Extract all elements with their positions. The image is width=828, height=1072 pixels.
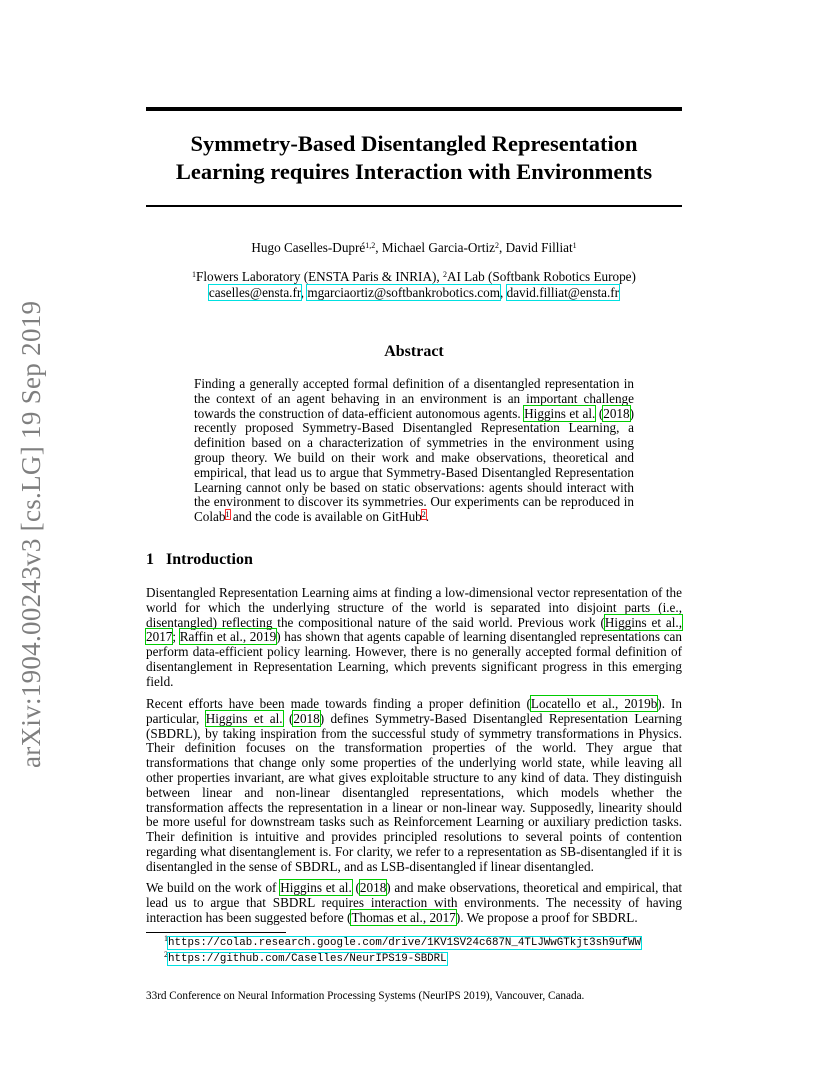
title-line-1: Symmetry-Based Disentangled Representation (190, 131, 638, 156)
author-2-affil: 2 (495, 241, 499, 250)
citation-year-link[interactable]: 2018 (603, 405, 630, 421)
intro-paragraph-2: Recent efforts have been made towards finding a proper definition (Locatello et al., 2019b). In particular, Higgins et al. (2018) defines Symmetry-Based Disentangled Representation Learning (SBDRL), by taking inspiration from the successful study of symmetry transformations in Physics. Their definition focuses on the transformation properties of the world. They argue that transformations that change only some properties of the underlying world state, while leaving all other properties invariant, are what gives exploitable structure to any kind of data. They distinguish between linear and non-linear disentangled representations, which models whether the transformation affects the representation in a linear or non-linear way. Supposedly, linearity should be more useful for downstream tasks such as Reinforcement Learning or auxiliary prediction tasks. Their definition is intuitive and provides principled resolutions to several points of contention regarding what disentanglement is. For clarity, we refer to a representation as SB-disentangled if it is disentangled in the sense of SBDRL, and as LSB-disentangled if linear disentangled. (146, 696, 682, 874)
citation-year-link[interactable]: 2018 (293, 710, 320, 726)
author-1: Hugo Caselles-Dupré (251, 240, 366, 255)
section-title: Introduction (166, 551, 253, 568)
email-link-1[interactable]: caselles@ensta.fr (208, 285, 301, 300)
footnote-1-mark: 1 (164, 934, 168, 943)
citation-link[interactable]: Higgins et al., 2017 (146, 614, 682, 645)
section-heading (146, 551, 253, 569)
title-bottom-rule (146, 205, 682, 207)
affil-1: Flowers Laboratory (ENSTA Paris & INRIA), (196, 269, 443, 284)
citation-link[interactable]: Higgins et al. (205, 710, 283, 726)
affiliations (146, 269, 682, 285)
affil-1-mark: 1 (192, 270, 197, 279)
paper-title (146, 130, 682, 186)
footnote-2-mark: 2 (164, 950, 168, 959)
abstract-text-2: recently proposed Symmetry-Based Disentangled Representation Learning, a definition based on a characterization of symmetries in the environment using group theory. We build on their work and make observations, theoretical and empirical, that lead us to argue that Symmetry-Based Disentangled Representation Learning cannot only be based on static observations: agents should interact with the environment to discover its symmetries. Our experiments can be reproduced in Colab (194, 420, 634, 525)
citation-link[interactable]: Higgins et al. (280, 880, 352, 895)
citation-link[interactable]: Locatello et al., 2019b (530, 696, 658, 711)
citation-link[interactable]: Higgins et al. (524, 405, 596, 421)
abstract-text-4: . (425, 509, 430, 525)
footnote-1 (164, 936, 641, 949)
github-link[interactable]: https://github.com/Caselles/NeurIPS19-SBDRL (168, 953, 447, 965)
email-link-2[interactable]: mgarciaortiz@softbankrobotics.com (307, 285, 500, 300)
arxiv-stamp: arXiv:1904.00243v3 [cs.LG] 19 Sep 2019 (16, 300, 46, 768)
author-3: David Filliat (505, 240, 573, 255)
footnote-2 (164, 952, 447, 965)
para3-text-b: and make observations, theoretical and empirical, that lead us to argue that SBDRL requires interaction with environments. The necessity of having interaction has been suggested before ( (146, 880, 682, 925)
abstract-text-1: Finding a generally accepted formal definition of a disentangled representation in the context of an agent behaving in an environment is an important challenge towards the construction of data-efficient autonomous agents. (194, 376, 634, 421)
para1-text-b: ; (172, 629, 180, 645)
abstract-body: Finding a generally accepted formal definition of a disentangled representation in the context of an agent behaving in an environment is an important challenge towards the construction of data-efficient autonomous agents. Higgins et al. (2018) recently proposed Symmetry-Based Disentangled Representation Learning, a definition based on a characterization of symmetries in the environment using group theory. We build on their work and make observations, theoretical and empirical, that lead us to argue that Symmetry-Based Disentangled Representation Learning cannot only be based on static observations: agents should interact with the environment to discover its symmetries. Our experiments can be reproduced in Colab$^1$ and the code is available on GitHub$^2$. (194, 376, 634, 525)
title-line-2: Learning requires Interaction with Environments (175, 159, 653, 184)
intro-paragraph-3: We build on the work of Higgins et al. (2018) and make observations, theoretical and empirical, that lead us to argue that SBDRL requires interaction with environments. The necessity of having interaction has been suggested before (Thomas et al., 2017). We propose a proof for SBDRL. (146, 880, 682, 925)
citation-year-link[interactable]: 2018 (359, 880, 387, 895)
author-1-affil: 1,2 (365, 241, 376, 250)
title-top-rule (146, 107, 682, 111)
abstract-heading: Abstract (384, 343, 444, 360)
citation-link[interactable]: Raffin et al., 2019 (179, 629, 277, 645)
email-link-3[interactable]: david.filliat@ensta.fr (506, 285, 620, 300)
abstract-text-3: and the code is available on GitHub (229, 509, 422, 525)
footnote-rule (146, 932, 286, 933)
para2-text-b: ). In particular, (146, 696, 682, 726)
author-2: Michael Garcia-Ortiz (381, 240, 495, 255)
footnote-ref-2[interactable]: 2 (421, 510, 426, 520)
venue-footer: 33rd Conference on Neural Information Processing Systems (NeurIPS 2019), Vancouver, Canada. (146, 990, 585, 1002)
para3-text-c: ). We propose a proof for SBDRL. (455, 909, 638, 925)
email-list: caselles@ensta.fr, mgarciaortiz@softbankrobotics.com, david.filliat@ensta.fr (208, 285, 620, 300)
para1-text-a: Disentangled Representation Learning aims at finding a low-dimensional vector representation of the world for which the underlying structure of the world is separated into disjoint parts (i.e., disentangled) reflecting the compositional nature of the said world. Previous work ( (146, 585, 682, 630)
intro-paragraph-1 (146, 586, 682, 690)
para2-text-c: defines Symmetry-Based Disentangled Representation Learning (SBDRL), by taking inspiration from the successful study of symmetry transformations in Physics. Their definition focuses on the transformation properties of the world. They argue that transformations that change only some properties of the underlying world state, while leaving all other properties invariant, are what gives exploitable structure to any kind of data. They distinguish between linear and non-linear disentangled representations, which models whether the transformation affects the representation in a linear or non-linear way. Supposedly, linearity should be more useful for downstream tasks such as Reinforcement Learning or auxiliary prediction tasks. Their definition is intuitive and provides principled resolutions to several points of contention regarding what disentanglement is. For clarity, we refer to a representation as SB-disentangled if it is disentangled in the sense of SBDRL, and as LSB-disentangled if linear disentangled. (146, 710, 682, 874)
section-number: 1 (146, 551, 154, 568)
author-list: Hugo Caselles-Dupré$^{1,2}$, Michael Garcia-Ortiz$^2$, David Filliat$^1$ (251, 240, 577, 255)
para1-text-c: ) has shown that agents capable of learning disentangled representations can perform data-efficient policy learning. However, there is no generally accepted formal definition of disentanglement in Representation Learning, which prevents significant progress in this emerging field. (146, 629, 682, 689)
affil-2: AI Lab (Softbank Robotics Europe) (446, 269, 636, 284)
citation-link[interactable]: Thomas et al., 2017 (351, 909, 456, 925)
affil-2-mark: 2 (442, 270, 447, 279)
para2-text-a: Recent efforts have been made towards finding a proper definition ( (146, 696, 531, 711)
colab-link[interactable]: https://colab.research.google.com/drive/1KV1SV24c687N_4TLJWwGTkjt3sh9ufWW (168, 937, 641, 949)
author-3-affil: 1 (572, 241, 577, 250)
footnote-ref-1[interactable]: 1 (225, 510, 230, 520)
para3-text-a: We build on the work of (146, 880, 281, 895)
